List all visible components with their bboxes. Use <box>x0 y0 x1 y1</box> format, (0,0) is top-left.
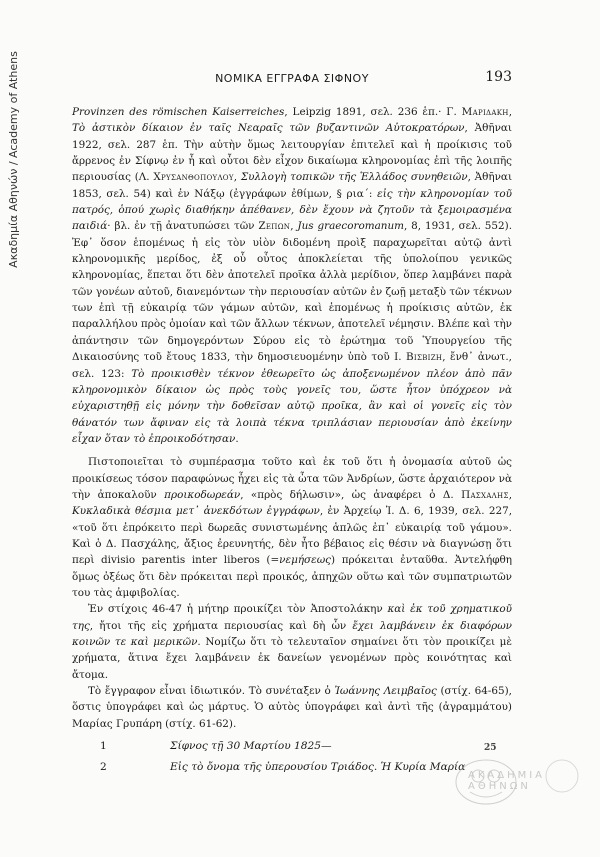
author-name: Χρυσανθοπουλου <box>153 171 234 184</box>
text-run: , <box>508 106 512 118</box>
text-run: , ἤτοι τῆς εἰς χρήματα περιουσίας καὶ δὴ ὧν <box>89 619 353 632</box>
line-text: Εἰς τὸ ὄνομα τῆς ὑπερουσίου Τριάδος. Ἡ Κυρία Μαρία <box>170 761 466 773</box>
paragraph <box>72 601 512 683</box>
text-run: , <box>508 488 513 501</box>
paragraph <box>72 454 512 601</box>
text-run: (στίχ. 64-65), ὅστις ὑπογράφει καὶ ὡς μάρτυς. Ὁ αὐτὸς ὑπογράφει καὶ ἀντὶ τῆς (ἀγραμμάτου) Μαρίας Γρυπάρη (στίχ. 61-62). <box>72 685 512 730</box>
italic-text: εἰς τὴν κληρονομίαν τοῦ πατρός, ὁπού χωρὶς διαθήκην ἀπέθανεν, δὲν ἔχουν νὰ ζητοῦν τὰ ξεμοιρασμένα παιδιά <box>72 187 512 233</box>
text-run: , <box>290 220 298 233</box>
text-run: , <box>233 171 241 184</box>
italic-text: Jus graecoromanum <box>297 220 405 233</box>
academy-stamp <box>430 752 590 806</box>
italic-text: ἔχει λαμβάνειν ἐκ διαφόρων κοινῶν τε καὶ μερικῶν <box>72 619 512 648</box>
text-run: · βλ. ἐν τῇ ἀνατυπώσει τῶν <box>107 220 259 233</box>
line-number: 1 <box>100 740 107 752</box>
line-number: 2 <box>100 761 107 773</box>
running-title: ΝΟΜΙΚΑ ΕΓΓΡΑΦΑ ΣΙΦΝΟΥ <box>215 72 369 85</box>
italic-text: Συλλογὴ τοπικῶν τῆς Ἑλλάδος συνηθειῶν <box>240 171 468 184</box>
author-name: Βισβιζη <box>405 351 443 364</box>
author-name: Μαριδακη <box>461 106 509 118</box>
sheet-number: 25 <box>484 743 497 753</box>
text-run: , 8, 1931, σελ. 552). Ἐφ᾽ ὅσον ἑπομένως ἡ εἰς τὸν υἱὸν διδομένη προὶξ παραχωρεῖται αὐτῷ ἀντὶ κληρονομικῆς μερίδος, ἐξ οὗ οὗτος ἀποκλείεται τῆς ὑπολοίπου γενικῶς κληρονομίας, ἕπεται ὅτι δὲν ἀποτελεῖ προῖκα ἀλλὰ μερίδιον, ὅπερ λαμβάνει παρὰ τῶν γονέων αὐτοῦ, διανεμόντων τὴν περιουσίαν αὐτῶν ἐν ζωῇ μεταξὺ τῶν τέκνων των ἐπὶ τῇ εὐκαιρίᾳ τῶν γάμων αὐτῶν, καὶ ἑπομένως ἡ προίκισις αὐτῶν, ἐκ παραλλήλου πρὸς ὁμοίαν καὶ τῶν ἄλλων τέκνων, ἀποτελεῖ νέμησιν. Βλέπε καὶ τὴν ἀπάντησιν τῶν δημογερόντων Σύρου εἰς τὸ ἐρώτημα τοῦ Ὑπουργείου τῆς Δικαιοσύνης τοῦ ἔτους 1833, τὴν δημοσιευομένην ὑπὸ τοῦ Ι. <box>72 220 512 364</box>
side-watermark-text: Ακαδημία Αθηνών / Academy of Athens <box>6 50 20 268</box>
text-run: ) πρόκειται ἐνταῦθα. Ἀντελήφθη ὅμως ὀξέως ὅτι δὲν πρόκειται περὶ προικός, ἀπηχῶν οὕτω καὶ τῶν συμπατριωτῶν του τὰς ἀμφιβολίας. <box>72 554 513 599</box>
text-run: , Ἀθῆναι 1922, σελ. 287 ἑπ. Τὴν αὐτὴν ὅμως λειτουργίαν ἐπιτελεῖ καὶ ἡ προίκισις τοῦ ἄρρενος ἐν Σίφνῳ ἐν ἧ καὶ οὗτοι δὲν εἶχον δικαίωμα κληρονομίας ἐπὶ τῆς λοιπῆς περιουσίας (Λ. <box>72 122 512 184</box>
italic-text: Ἰωάννης Λειμβαῖος <box>334 685 437 698</box>
stamp-text: ΑΚΑΔΗΜΙΑ ΑΘΗΝΩΝ <box>468 770 546 792</box>
paragraph <box>72 683 512 732</box>
italic-text: Provinzen des römischen Kaiserreiches <box>72 106 285 118</box>
italic-text: Κυκλαδικὰ θέσμια μετ᾽ ἀνεκδότων ἐγγράφων <box>72 505 320 518</box>
italic-text: Τὸ προικισθὲν τέκνον ἐθεωρεῖτο ὡς ἀποξενωμένον πλέον ἀπὸ πᾶν κληρονομικὸν δίκαιον ὡς πρὸς τοὺς γονεῖς του, ὥστε ἦτον ὑπόχρεον νὰ εὐχαριστηθῇ εἰς μόνην τὴν δοθεῖσαν αὐτῷ προῖκα, ἂν καὶ οἱ γονεῖς εἰς τὸν θάνατόν των ἄφιναν εἰς τὰ λοιπὰ τέκνα τριπλάσιαν περιουσίαν ἀπὸ ἐκείνην εἶχαν ὅταν τὸ ἐπροικοδότησαν <box>72 367 512 445</box>
text-run: , ἔνθ᾽ ἀνωτ., σελ. 123: <box>72 351 512 380</box>
italic-text: προικοδωρεάν <box>164 488 241 501</box>
page-number: 193 <box>485 69 512 85</box>
text-run: Τὸ ἔγγραφον εἶναι ἰδιωτικόν. Τὸ συνέταξεν ὁ <box>88 685 335 698</box>
text-run: , Leipzig 1891, σελ. 236 ἑπ.· Γ. <box>284 106 462 118</box>
text-run: . <box>235 432 239 445</box>
text-run: Ἐν στίχοις 46-47 ἡ μήτηρ προικίζει τὸν Ἀποστολάκην <box>88 603 388 616</box>
text-run: . Νομίζω ὅτι τὸ τελευταῖον σημαίνει ὅτι τὸν προικίζει μὲ χρήματα, ἅτινα ἔχει λαμβάνειν ἐκ δανείων γενομένων πρὸς κοινότητας καὶ ἄτομα. <box>72 636 512 681</box>
italic-text: καὶ ἐκ τοῦ χρηματικοῦ της <box>72 603 512 632</box>
text-run: , ἐν Ἀρχείῳ Ἰ. Δ. 6, 1939, σελ. 227, «τοῦ ὅτι ἐπρόκειτο περὶ δωρεᾶς συνιστωμένης ἁπλῶς ἐπ᾽ εὐκαιρίᾳ τοῦ γάμου». Καὶ ὁ Δ. Πασχάλης, ἄξιος ἐρευνητής, δὲν ἦτο βέβαιος εἰς θέσιν νὰ διαγνώσῃ ὅτι περὶ divisio parentis inter liberos (= <box>72 505 513 567</box>
line-text: Σίφνος τῇ 30 Μαρτίου 1825— <box>170 740 332 752</box>
author-name: Ζεπων <box>258 220 291 233</box>
italic-text: νεμήσεως <box>279 554 332 567</box>
page-header <box>72 69 512 94</box>
author-name: Πασχαλης <box>461 488 509 501</box>
paragraph <box>72 104 512 447</box>
text-run: Πιστοποιεῖται τὸ συμπέρασμα τοῦτο καὶ ἐκ τοῦ ὅτι ἡ ὀνομασία αὐτοῦ ὡς προικίσεως τόσον παραφώνως ἦχει εἰς τὰ ὦτα τῶν Ἀνδρίων, ὥστε ἀρχαιότερον νὰ τὴν ἀποκαλοῦν <box>72 456 512 501</box>
text-run: , Ἀθῆναι 1853, σελ. 54) καὶ ἐν Νάξῳ (ἐγγράφων ἐθίμων, § ρια΄: <box>72 171 513 200</box>
text-run: , «πρὸς δήλωσιν», ὡς ἀναφέρει ὁ Δ. <box>240 488 462 501</box>
italic-text: Τὸ ἀστικὸν δίκαιον ἐν ταῖς Νεαραῖς τῶν βυζαντινῶν Αὐτοκρατόρων <box>72 122 465 135</box>
body-text <box>72 104 512 732</box>
side-watermark <box>3 50 23 268</box>
